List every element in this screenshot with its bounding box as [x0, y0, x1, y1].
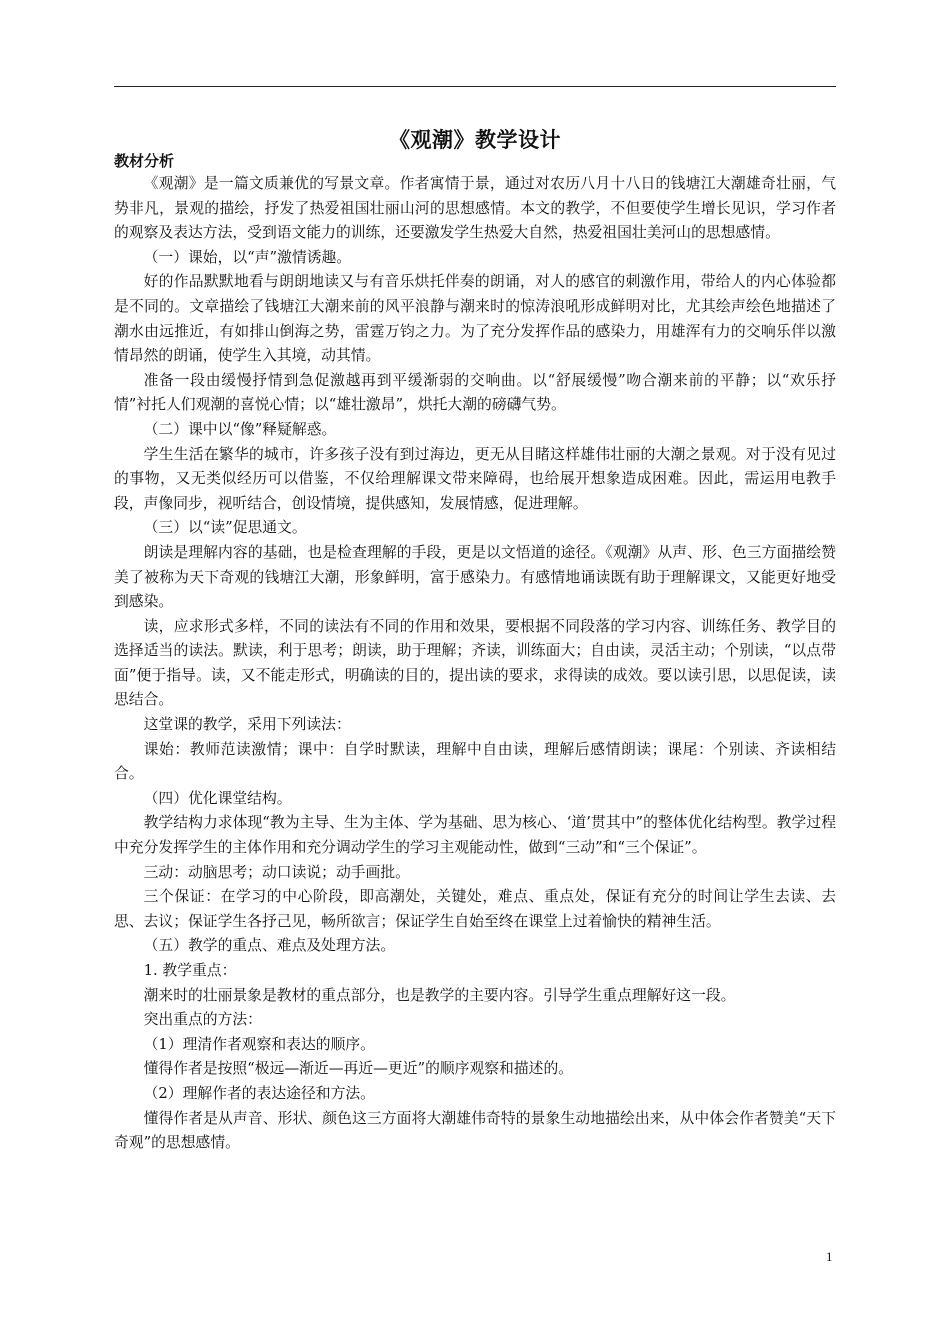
paragraph: 1. 教学重点： — [143, 962, 237, 979]
paragraph: 学生生活在繁华的城市，许多孩子没有到过海边，更无从目睹这样雄伟壮丽的大潮之景观。对于没有见过的事物，又无类似经历可以借鉴，不仅给理解课文带来障碍，也给展开想象造成困难。因此，需运用电教手段，声像同步，视听结合，创设情境，提供感知，发展情感，促进理解。 — [114, 445, 836, 512]
document-title: 《观潮》教学设计 — [389, 128, 561, 152]
paragraph: 懂得作者是按照“极远—渐近—再近—更近”的顺序观察和描述的。 — [143, 1060, 574, 1078]
paragraph: 突出重点的方法： — [143, 1011, 262, 1029]
paragraph: （2）理解作者的表达途径和方法。 — [143, 1084, 375, 1102]
paragraph: 好的作品默默地看与朗朗地读又与有音乐烘托伴奏的朗诵，对人的感官的刺激作用，带给人的内心体验都是不同的。文章描绘了钱塘江大潮来前的风平浪静与潮来时的惊涛浪吼形成鲜明对比，尤其绘声绘色地描述了潮水由远推近，有如排山倒海之势，雷霆万钧之力。为了充分发挥作品的感染力，用雄浑有力的交响乐伴以激情昂然的朗诵，使学生入其境，动其情。 — [114, 273, 836, 365]
paragraph: 读，应求形式多样，不同的读法有不同的作用和效果，要根据不同段落的学习内容、训练任务、教学目的选择适当的读法。默读，利于思考；朗读，助于理解；齐读，训练面大；自由读，灵活主动；个别读，“以点带面”便于指导。读，又不能走形式，明确读的目的，提出读的要求，求得读的成效。要以读引思，以思促读，读思结合。 — [114, 617, 836, 709]
paragraph: 三个保证：在学习的中心阶段，即高潮处，关键处，难点、重点处，保证有充分的时间让学生去读、去思、去议；保证学生各抒己见，畅所欲言；保证学生自始至终在课堂上过着愉快的精神生活。 — [114, 888, 836, 930]
paragraph: 课始：教师范读激情；课中：自学时默读，理解中自由读，理解后感情朗读；课尾：个别读、齐读相结合。 — [114, 740, 836, 783]
section-heading: 教材分析 — [114, 152, 175, 170]
paragraph: （1）理清作者观察和表达的顺序。 — [143, 1035, 375, 1053]
paragraph: （二）课中以“像”释疑解惑。 — [143, 420, 337, 438]
page-number: 1 — [826, 1249, 833, 1264]
paragraph: 懂得作者是从声音、形状、颜色这三方面将大潮雄伟奇特的景象生动地描绘出来，从中体会作者赞美“天下奇观”的思想感情。 — [114, 1109, 836, 1152]
paragraph: 准备一段由缓慢抒情到急促激越再到平缓渐弱的交响曲。以“舒展缓慢”吻合潮来前的平静；以“欢乐抒情”衬托人们观潮的喜悦心情；以“雄壮激昂”，烘托大潮的磅礴气势。 — [114, 371, 836, 414]
paragraph: 朗读是理解内容的基础，也是检查理解的手段，更是以文悟道的途径。《观潮》从声、形、色三方面描绘赞美了被称为天下奇观的钱塘江大潮，形象鲜明，富于感染力。有感情地诵读既有助于理解课文，又能更好地受到感染。 — [114, 543, 836, 611]
document-body — [114, 150, 836, 1156]
paragraph: （一）课始，以“声”激情诱趣。 — [143, 248, 352, 266]
paragraph: （三）以“读”促思通文。 — [143, 519, 307, 537]
paragraph: 教学结构力求体现“教为主导、生为主体、学为基础、思为核心、‘道’贯其中”的整体优化结构型。教学过程中充分发挥学生的主体作用和充分调动学生的学习主观能动性，做到“三动”和“三个保证”。 — [114, 814, 836, 857]
paragraph: （五）教学的重点、难点及处理方法。 — [143, 937, 396, 955]
paragraph: （四）优化课堂结构。 — [143, 789, 292, 807]
paragraph: 《观潮》是一篇文质兼优的写景文章。作者寓情于景，通过对农历八月十八日的钱塘江大潮雄奇壮丽，气势非凡，景观的描绘，抒发了热爱祖国壮丽山河的思想感情。本文的教学，不但要使学生增长见识，学习作者的观察及表达方法，受到语文能力的训练，还要激发学生热爱大自然，热爱祖国壮美河山的思想感情。 — [114, 175, 836, 242]
paragraph: 三动：动脑思考；动口读说；动手画批。 — [143, 863, 410, 881]
header-rule — [114, 86, 836, 87]
paragraph: 这堂课的教学，采用下列读法： — [143, 716, 351, 734]
paragraph: 潮来时的壮丽景象是教材的重点部分，也是教学的主要内容。引导学生重点理解好这一段。 — [143, 986, 736, 1004]
